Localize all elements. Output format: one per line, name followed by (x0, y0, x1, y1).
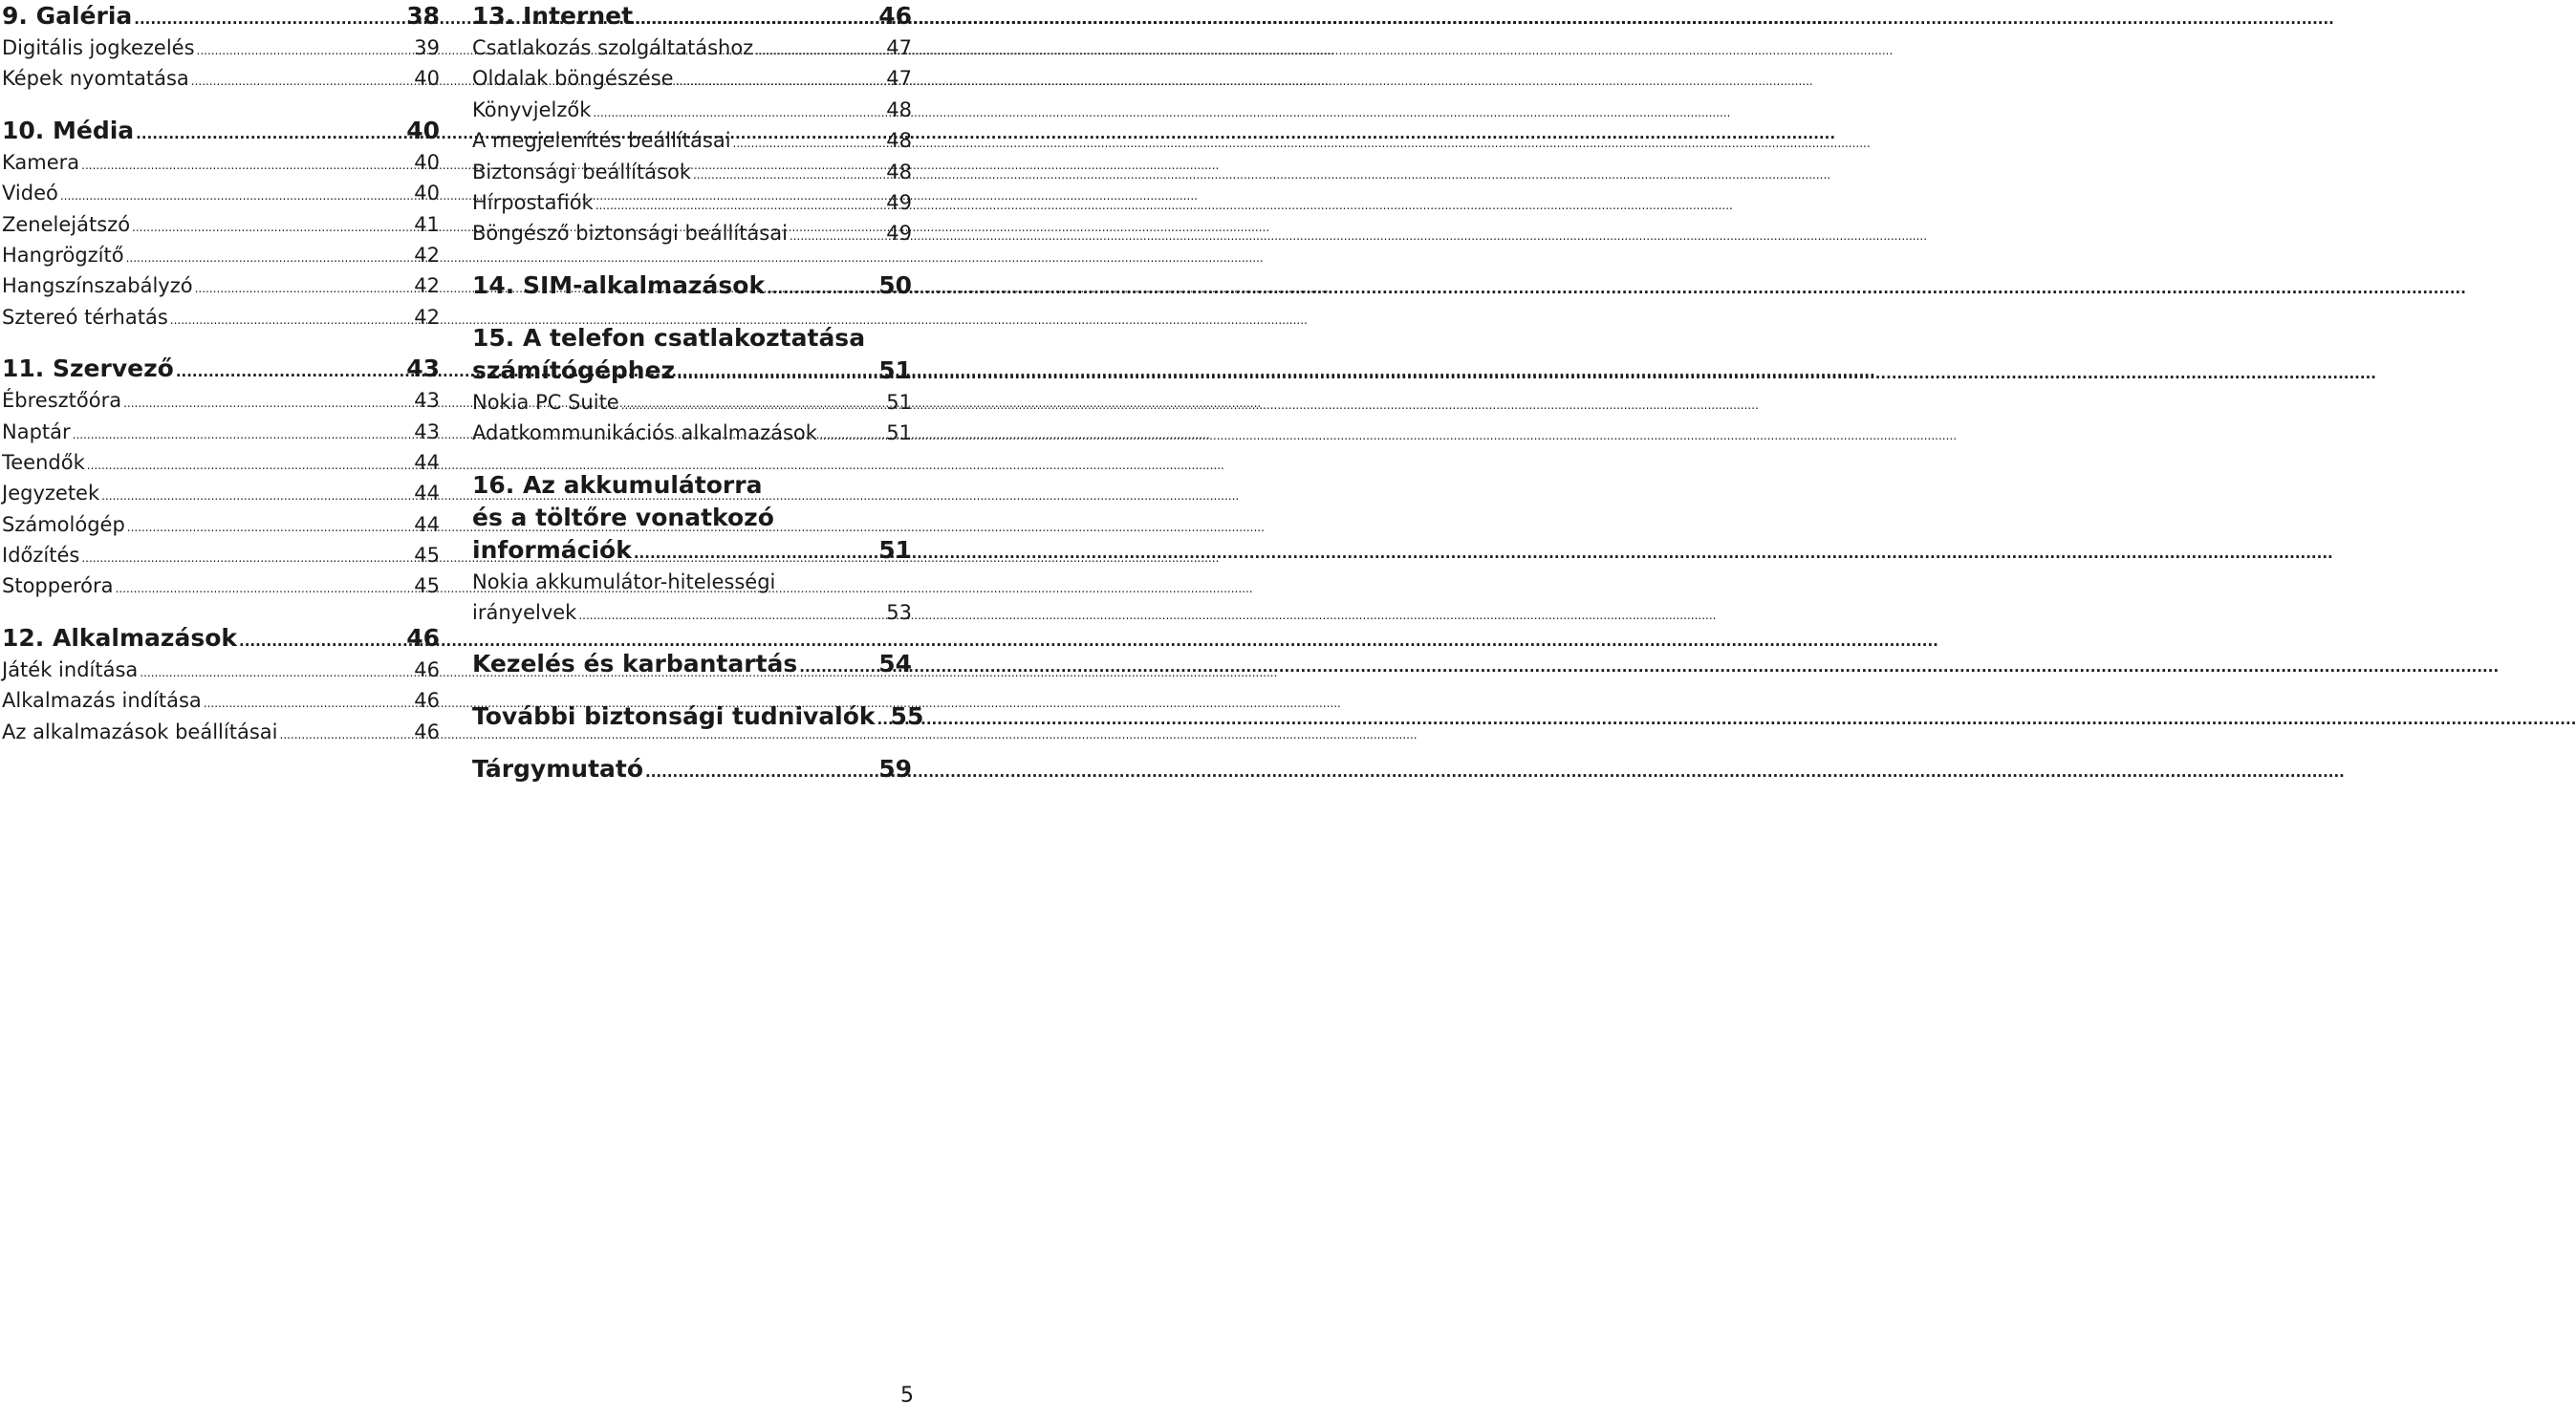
leader-dots (140, 657, 410, 688)
toc-entry[interactable] (472, 387, 912, 418)
entry-label: Zenelejátszó (2, 212, 131, 236)
entry-label: Időzítés (2, 544, 80, 568)
leader-dots (195, 273, 411, 304)
toc-entry[interactable] (472, 418, 912, 448)
leader-dots (127, 512, 410, 543)
entry-label: Hírpostafiók (472, 190, 594, 214)
entry-label: Teendők (2, 450, 85, 474)
entry-page: 44 (414, 450, 440, 474)
entry-label: Számológép (2, 512, 125, 536)
toc-entry[interactable] (472, 63, 912, 94)
leader-dots (677, 357, 875, 390)
leader-dots (116, 573, 411, 604)
toc-entry[interactable] (2, 417, 440, 447)
leader-dots (819, 420, 882, 451)
toc-entry[interactable] (472, 32, 912, 63)
toc-entry[interactable] (472, 187, 912, 218)
entry-page: 49 (886, 222, 912, 246)
entry-page: 48 (886, 160, 912, 183)
chapter-title: 13. Internet (472, 2, 634, 30)
leader-dots (101, 481, 410, 511)
leader-dots (767, 272, 875, 305)
leader-dots (123, 388, 410, 419)
toc-right-column (472, 0, 924, 785)
chapter-title: 10. Média (2, 116, 135, 144)
entry-page: 40 (414, 67, 440, 91)
chapter-page: 54 (878, 650, 912, 678)
entry-label: Csatlakozás szolgáltatáshoz (472, 36, 754, 59)
entry-page: 48 (886, 97, 912, 121)
entry-label: Hangrögzítő (2, 243, 124, 267)
toc-entry[interactable] (2, 509, 440, 540)
chapter-title-last-line (472, 355, 912, 387)
entry-page: 49 (886, 190, 912, 214)
entry-label: Videó (2, 182, 58, 205)
entry-page: 46 (414, 689, 440, 713)
leader-dots (73, 419, 411, 450)
page-number: 5 (900, 1384, 914, 1408)
entry-label: Oldalak böngészése (472, 67, 674, 91)
leader-dots (126, 243, 411, 273)
chapter-title-line: információk (472, 535, 632, 564)
entry-page: 39 (414, 36, 440, 59)
leader-dots (693, 160, 882, 190)
entry-label: Adatkommunikációs alkalmazások (472, 421, 817, 445)
leader-dots (279, 720, 410, 750)
leader-dots (136, 118, 402, 150)
chapter-page: 59 (878, 755, 912, 784)
entry-page: 40 (414, 150, 440, 174)
entry-label: Az alkalmazások beállításai (2, 720, 278, 743)
entry-label: Hangszínszabályzó (2, 274, 193, 298)
toc-entry[interactable] (2, 570, 440, 601)
leader-dots (60, 181, 410, 211)
entry-page: 46 (414, 657, 440, 681)
leader-dots (755, 35, 882, 66)
toc-entry[interactable] (472, 218, 912, 248)
entry-label: Stopperóra (2, 574, 114, 598)
chapter-page: 46 (406, 623, 440, 652)
entry-page: 45 (414, 574, 440, 598)
leader-dots (676, 66, 883, 97)
entry-page: 53 (886, 600, 912, 624)
toc-entry[interactable] (2, 385, 440, 416)
chapter-title: 9. Galéria (2, 2, 133, 30)
leader-dots (204, 688, 411, 719)
toc-entry[interactable] (2, 63, 440, 94)
toc-entry[interactable] (472, 157, 912, 187)
entry-label: Könyvjelzők (472, 97, 592, 121)
chapter-page: 46 (878, 2, 912, 30)
toc-entry[interactable] (2, 147, 440, 178)
chapter-page: 51 (878, 355, 912, 384)
chapter-title: Tárgymutató (472, 755, 644, 784)
toc-chapter-13[interactable] (472, 0, 912, 32)
chapter-title-last-line (472, 534, 912, 567)
chapter-page: 55 (890, 702, 924, 731)
leader-dots (132, 212, 410, 243)
toc-chapter-16[interactable] (472, 469, 912, 567)
entry-page: 43 (414, 389, 440, 413)
chapter-page: 43 (406, 355, 440, 383)
entry-page: 42 (414, 274, 440, 298)
chapter-title-line: számítógéphez (472, 355, 676, 384)
toc-entry[interactable] (2, 717, 440, 747)
entry-page: 45 (414, 544, 440, 568)
chapter-title-line: 15. A telefon csatlakoztatása (472, 323, 866, 352)
toc-entry[interactable] (2, 302, 440, 333)
leader-dots (81, 543, 410, 573)
toc-entry[interactable] (2, 209, 440, 240)
entry-page: 47 (886, 36, 912, 59)
chapter-title: További biztonsági tudnivalók (472, 702, 876, 731)
entry-page: 51 (886, 421, 912, 445)
leader-dots (239, 625, 402, 657)
toc-entry[interactable] (2, 270, 440, 301)
entry-page: 41 (414, 212, 440, 236)
toc-chapter-12[interactable] (2, 622, 440, 655)
entry-label: Naptár (2, 419, 71, 443)
toc-entry[interactable] (472, 125, 912, 156)
toc-entry[interactable] (2, 655, 440, 685)
toc-entry[interactable] (2, 178, 440, 208)
toc-chapter-10[interactable] (2, 115, 440, 147)
leader-dots (87, 450, 411, 481)
toc-chapter-15[interactable] (472, 322, 912, 387)
entry-page: 48 (886, 129, 912, 153)
toc-entry[interactable] (2, 447, 440, 478)
toc-chapter-index[interactable] (472, 753, 912, 785)
chapter-title: 14. SIM-alkalmazások (472, 270, 766, 299)
chapter-title: 11. Szervező (2, 355, 174, 383)
entry-label: Sztereó térhatás (2, 305, 168, 329)
leader-dots (877, 703, 887, 736)
toc-chapter-11[interactable] (2, 353, 440, 385)
chapter-title-line: 16. Az akkumulátorra (472, 470, 763, 499)
toc-entry[interactable] (2, 240, 440, 270)
leader-dots (170, 305, 411, 335)
entry-label: Böngésző biztonsági beállításai (472, 222, 788, 246)
leader-dots (790, 221, 882, 251)
toc-chapter-care[interactable] (472, 648, 912, 680)
leader-dots (595, 190, 883, 221)
toc-entry[interactable] (472, 95, 912, 125)
entry-page: 51 (886, 390, 912, 414)
chapter-title: Kezelés és karbantartás (472, 650, 798, 678)
entry-label: Nokia PC Suite (472, 390, 619, 414)
entry-label-line: Nokia akkumulátor-hitelességi (472, 570, 776, 593)
leader-dots (578, 600, 882, 631)
toc-chapter-9[interactable] (2, 0, 440, 32)
entry-page: 44 (414, 512, 440, 536)
entry-label: Digitális jogkezelés (2, 36, 195, 59)
entry-page: 40 (414, 182, 440, 205)
toc-chapter-safety[interactable] (472, 700, 924, 733)
toc-left-column (2, 0, 440, 747)
entry-last-line (472, 597, 912, 628)
chapter-title-line: és a töltőre vonatkozó (472, 503, 774, 531)
leader-dots (733, 128, 883, 159)
chapter-page: 40 (406, 116, 440, 144)
entry-page: 44 (414, 482, 440, 505)
entry-label: Képek nyomtatása (2, 67, 189, 91)
leader-dots (645, 756, 875, 788)
leader-dots (634, 537, 875, 570)
entry-page: 42 (414, 243, 440, 267)
entry-page: 42 (414, 305, 440, 329)
leader-dots (621, 390, 883, 420)
toc-entry[interactable] (2, 478, 440, 508)
entry-label-line: irányelvek (472, 600, 577, 624)
toc-entry[interactable] (2, 32, 440, 63)
leader-dots (799, 651, 875, 683)
leader-dots (593, 97, 882, 128)
toc-entry[interactable] (2, 540, 440, 570)
chapter-page: 38 (406, 2, 440, 30)
entry-label: Biztonsági beállítások (472, 160, 691, 183)
entry-label: Ébresztőóra (2, 389, 122, 413)
entry-page: 46 (414, 720, 440, 743)
leader-dots (635, 3, 875, 35)
entry-label: Alkalmazás indítása (2, 689, 202, 713)
leader-dots (176, 355, 402, 388)
chapter-title: 12. Alkalmazások (2, 623, 237, 652)
leader-dots (81, 150, 410, 181)
toc-chapter-14[interactable] (472, 269, 912, 302)
leader-dots (191, 66, 410, 97)
chapter-page: 51 (878, 535, 912, 564)
entry-label: Játék indítása (2, 657, 139, 681)
toc-entry[interactable] (2, 685, 440, 716)
entry-page: 47 (886, 67, 912, 91)
leader-dots (197, 35, 411, 66)
toc-entry[interactable] (472, 567, 912, 629)
chapter-page: 50 (878, 270, 912, 299)
entry-label: Kamera (2, 150, 80, 174)
leader-dots (134, 3, 402, 35)
entry-label: Jegyzetek (2, 482, 100, 505)
entry-label: A megjelenítés beállításai (472, 129, 731, 153)
entry-page: 43 (414, 419, 440, 443)
